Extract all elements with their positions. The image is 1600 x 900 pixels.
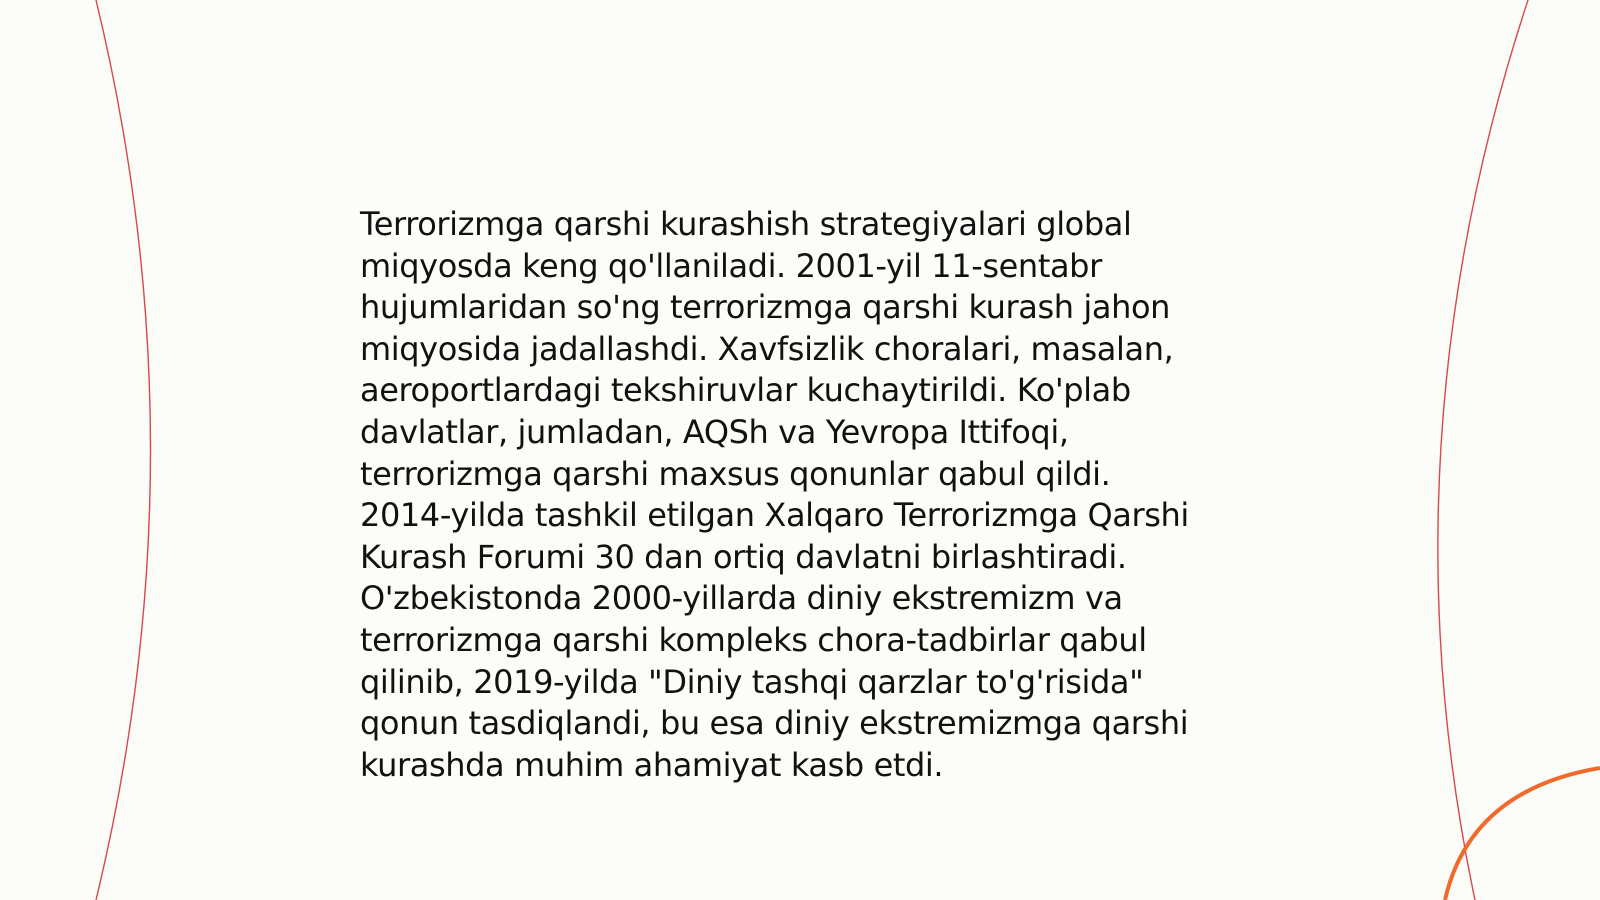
right-curve-line: [1438, 0, 1528, 900]
left-curve-line: [96, 0, 151, 900]
body-paragraph: Terrorizmga qarshi kurashish strategiyalari global miqyosda keng qo'llaniladi. 2001-yil 11-sentabr hujumlaridan so'ng terrorizmga qarshi kurash jahon miqyosida jadallashdi. Xavfsizlik choralari, masalan, aeroportlardagi tekshiruvlar kuchaytirildi. Ko'plab davlatlar, jumladan, AQSh va Yevropa Ittifoqi, terrorizmga qarshi maxsus qonunlar qabul qildi. 2014-yilda tashkil etilgan Xalqaro Terrorizmga Qarshi Kurash Forumi 30 dan ortiq davlatni birlashtiradi. O'zbekistonda 2000-yillarda diniy ekstremizm va terrorizmga qarshi kompleks chora-tadbirlar qabul qilinib, 2019-yilda "Diniy tashqi qarzlar to'g'risida" qonun tasdiqlandi, bu esa diniy ekstremizmga qarshi kurashda muhim ahamiyat kasb etdi.: [360, 205, 1189, 784]
bottom-right-accent-arc: [1445, 768, 1600, 900]
